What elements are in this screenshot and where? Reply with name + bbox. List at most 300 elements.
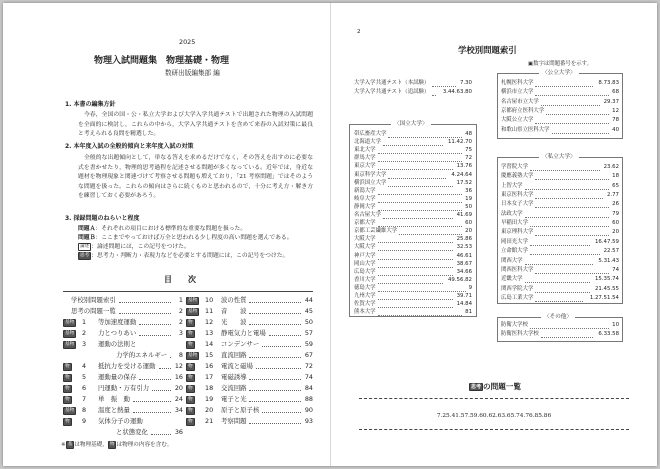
toc-right-entry: [186, 405, 313, 416]
school-name[interactable]: 九州大学: [354, 293, 376, 299]
toc-title: 目 次: [164, 274, 196, 284]
problem-numbers: 38.67: [456, 260, 472, 267]
index-leader: [530, 328, 609, 329]
toc-right-entry: [186, 339, 313, 350]
private-title: 〈私立大学〉: [539, 153, 579, 161]
toc-leader: [139, 379, 171, 380]
school-name[interactable]: 東北大学: [354, 147, 376, 154]
problem-numbers: 74: [612, 266, 619, 273]
index-entry: [501, 210, 619, 219]
toc-page-number: 12: [174, 362, 183, 370]
index-leader: [525, 282, 590, 283]
school-name[interactable]: 熊本大学: [354, 309, 376, 316]
school-name[interactable]: 早稲田大学: [501, 220, 528, 227]
toc-right-entry: [186, 306, 313, 317]
publisher-credit: 数研出版編集部 編: [165, 69, 220, 77]
problem-numbers: 39.71: [456, 293, 472, 299]
toc-chapter-name[interactable]: 交流回路: [221, 384, 247, 392]
school-name[interactable]: 京都工芸繊維大学: [354, 228, 398, 235]
school-name[interactable]: 東京大学: [354, 163, 376, 170]
toc-level-badge: 物: [188, 408, 193, 413]
toc-right-entry: [186, 317, 313, 328]
toc-chapter-name[interactable]: 電流と磁場: [221, 362, 253, 370]
toc-level-badge: 物: [188, 320, 193, 325]
toc-leader: [249, 423, 301, 424]
level-a-text: ：それぞれの項目における標準的な重要な問題を扱った。: [95, 226, 247, 232]
toc-chapter-name[interactable]: 単 振 動: [98, 395, 130, 403]
toc-page-number: 16: [174, 373, 183, 381]
school-name[interactable]: 横浜市立大学: [501, 89, 534, 96]
toc-page-number: 1: [178, 296, 183, 304]
problem-numbers: 23.62: [603, 164, 619, 170]
toc-number: 14: [205, 340, 214, 348]
problem-numbers: 40: [612, 126, 619, 133]
school-name[interactable]: 京都大学: [354, 220, 376, 227]
toc-leader: [269, 335, 302, 336]
toc-left-entry: [63, 383, 183, 394]
section-2-heading: 2. 本年度入試の全般的傾向と来年度入試の対策: [65, 143, 194, 150]
toc-number: 8: [82, 406, 87, 414]
problem-numbers: 75: [465, 147, 472, 154]
toc-number: 11: [205, 307, 214, 315]
index-entry: [501, 172, 619, 181]
index-leader: [530, 170, 600, 171]
school-name[interactable]: 京都府立医科大学: [501, 108, 545, 115]
toc-left-entry: [63, 427, 183, 438]
toc-chapter-name[interactable]: コンデンサー: [221, 340, 260, 348]
toc-number: 4: [82, 362, 87, 370]
index-leader: [541, 337, 593, 338]
problem-numbers: 20: [465, 228, 472, 235]
school-name[interactable]: 広島工業大学: [501, 294, 534, 301]
toc-chapter-name[interactable]: 静電気力と電場: [221, 329, 266, 337]
index-leader: [525, 217, 610, 218]
index-entry: [501, 200, 619, 209]
problem-numbers: 68: [612, 89, 619, 96]
problem-numbers: 15.35.74: [594, 276, 619, 283]
national-title: 〈国立大学〉: [391, 120, 431, 128]
index-leader: [535, 292, 589, 293]
school-name[interactable]: 大阪大学: [354, 244, 376, 251]
section-2-body: 全般的な出題傾向として，単なる答えを求めるだけでなく，その答えを出すのに必要な式を書かせたり，物理的思考過程を記述させる問題が多くなっている。近年では，身近な題材を物理現象と関連づけて考察させる問題も増えており，「21 考察問題」ではそのような問題を扱った。これらの傾向はさらに続くものと思われるので，十分に考え方・解き方を練習しておく必要があろう。: [78, 155, 313, 200]
index-leader: [546, 114, 609, 115]
level-b-text: ：ここまでやっておけば万全と思われる少し程度の高い問題を選んである。: [95, 235, 293, 241]
school-name[interactable]: 静岡大学: [354, 203, 376, 210]
school-name[interactable]: 佐賀大学: [354, 301, 376, 308]
toc-number: 20: [205, 406, 214, 414]
toc-left-entry: [63, 306, 183, 317]
school-name[interactable]: 上智大学: [501, 182, 523, 189]
toc-level-badge: 物: [65, 364, 70, 369]
edition-year: 2025: [179, 38, 196, 46]
toc-number: 2: [82, 329, 87, 337]
school-name[interactable]: 大学入学共通テスト（追試験）: [354, 89, 430, 96]
index-leader: [432, 86, 456, 87]
index-entry: [501, 182, 619, 191]
dashed-rule-bottom: [359, 429, 629, 430]
problem-numbers: 10: [612, 322, 619, 328]
toc-page-number: 84: [304, 384, 313, 392]
toc-page-number: 45: [304, 307, 313, 315]
thinking-problem-list: 7.25.41.57.59.60.62.63.65.74.76.85.86: [436, 413, 552, 419]
level-a-line: [78, 225, 246, 233]
toc-number: 16: [205, 362, 214, 370]
problem-numbers: 1.27.51.54: [589, 294, 619, 301]
toc-leader: [256, 368, 302, 369]
school-name[interactable]: 大阪公立大学: [501, 117, 534, 124]
footnote-end: は物理の内容を含む。: [116, 442, 173, 448]
problem-numbers: 5.31.43: [598, 257, 619, 264]
school-name[interactable]: 帯広畜産大学: [354, 131, 387, 137]
school-name[interactable]: 日本女子大学: [501, 201, 534, 208]
index-entry: [501, 88, 619, 97]
school-name[interactable]: 関西医科大学: [501, 266, 534, 273]
index-leader: [535, 86, 593, 87]
toc-chapter-name[interactable]: 円運動・万有引力: [98, 384, 150, 392]
index-entry: [501, 330, 619, 339]
level-a-label: 問題Ａ: [78, 226, 96, 232]
index-entry: [501, 285, 619, 294]
toc-number: 12: [205, 318, 214, 326]
footnote-mid: は物理基礎，: [74, 442, 108, 448]
index-leader: [552, 133, 610, 134]
school-name[interactable]: 広島大学: [354, 268, 376, 275]
index-entry: [501, 219, 619, 228]
thinking-heading: [469, 382, 521, 392]
toc-level-badge: 物: [65, 375, 70, 380]
essay-badge: 論述: [80, 244, 90, 249]
toc-chapter-name[interactable]: 電子と光: [221, 395, 247, 403]
thinking-mark-line: [78, 252, 288, 260]
toc-chapter-name[interactable]: 光 波: [221, 318, 247, 326]
toc-number: 9: [82, 417, 87, 425]
problem-numbers: 78: [612, 117, 619, 124]
index-entry: [501, 247, 619, 256]
toc-chapter-name[interactable]: 音 波: [221, 307, 247, 315]
toc-chapter-name[interactable]: 等加速度運動: [98, 318, 137, 326]
toc-chapter-name[interactable]: 直流回路: [221, 351, 247, 359]
problem-numbers: 11.42.70: [447, 139, 472, 146]
dashed-rule-top: [359, 398, 629, 399]
toc-page-number: 24: [174, 395, 183, 403]
toc-level-badge: 基物: [65, 408, 75, 413]
toc-chapter-name[interactable]: 波の性質: [221, 296, 247, 304]
toc-page-number: 74: [304, 373, 313, 381]
toc-number: 17: [205, 373, 214, 381]
toc-leader: [262, 412, 301, 413]
toc-number: 19: [205, 395, 214, 403]
toc-leader: [249, 390, 301, 391]
problem-numbers: 81: [465, 309, 472, 316]
section-1-body: 今春，全国の国・公・私立大学および大学入学共通テストで出題された物理の入試問題を全面的に検討し，これらの中から，大学入学共通テストを含めて来春の入試対策に最良と考えられる良問を精選した。: [78, 112, 313, 138]
thinking-heading-badge: 思考: [471, 384, 482, 390]
school-name[interactable]: 新潟大学: [354, 187, 376, 194]
index-leader: [535, 123, 609, 124]
toc-chapter-name[interactable]: 電磁誘導: [221, 373, 247, 381]
thinking-heading-text: の問題一覧: [483, 382, 521, 391]
problem-numbers: 21.45.55: [594, 285, 619, 292]
problem-numbers: 29.37: [603, 98, 619, 105]
problem-numbers: 18: [612, 173, 619, 180]
school-name[interactable]: 防衛医科大学校: [501, 331, 539, 338]
toc-chapter-name[interactable]: 運動の法則と: [98, 340, 137, 348]
index-entry: [501, 266, 619, 275]
toc-leader: [249, 401, 301, 402]
toc-chapter-name[interactable]: 学校別問題索引: [71, 296, 116, 304]
index-entry: [501, 321, 619, 330]
toc-left-entry: [63, 372, 183, 383]
toc-page-number: 72: [304, 362, 313, 370]
problem-numbers: 7.30: [459, 80, 472, 86]
index-leader: [530, 245, 590, 246]
school-name[interactable]: 札幌医科大学: [501, 80, 534, 86]
problem-numbers: 8.73.83: [598, 80, 619, 86]
toc-leader: [159, 368, 172, 369]
school-name[interactable]: 東京理科大学: [501, 229, 534, 236]
index-leader: [535, 207, 609, 208]
school-name[interactable]: 慶應義塾大学: [501, 173, 534, 180]
index-entry: [501, 79, 619, 88]
toc-number: 21: [205, 417, 214, 425]
school-name[interactable]: 立命館大学: [501, 248, 528, 255]
toc-page-number: 34: [174, 406, 183, 414]
toc-number: 13: [205, 329, 214, 337]
toc-chapter-name[interactable]: 抵抗力を受ける運動: [98, 362, 156, 370]
school-name[interactable]: 横浜国立大学: [354, 179, 387, 186]
toc-leader: [152, 390, 171, 391]
toc-leader: [170, 357, 171, 358]
problem-numbers: 2.77: [606, 192, 619, 199]
problem-numbers: 6.33.58: [598, 331, 619, 338]
footnote-mark: ※: [61, 442, 66, 448]
toc-chapter-name[interactable]: 原子と原子核: [221, 406, 260, 414]
school-name[interactable]: 香川大学: [354, 276, 376, 283]
problem-numbers: 4.24.64: [451, 171, 472, 178]
toc-page-number: 3: [178, 329, 183, 337]
footnote-badge-physics: 物: [109, 442, 115, 447]
toc-page-number: 8: [178, 351, 183, 359]
school-name[interactable]: 岡田光大学: [501, 238, 528, 245]
toc-leader: [139, 324, 171, 325]
problem-numbers: 14.84: [456, 301, 472, 308]
toc-left-entry: [63, 405, 183, 416]
index-entry: [354, 308, 472, 317]
toc-chapter-name[interactable]: 力学的エネルギー: [116, 351, 168, 359]
index-leader: [530, 226, 609, 227]
index-leader: [535, 95, 609, 96]
toc-level-badge: 物: [188, 386, 193, 391]
school-name[interactable]: 岐阜大学: [354, 195, 376, 202]
index-leader: [530, 254, 600, 255]
other-title: 〈その他〉: [541, 313, 575, 321]
toc-left-entry: [63, 339, 183, 350]
problem-numbers: 48: [465, 131, 472, 137]
toc-leader: [249, 302, 301, 303]
toc-left-entry: [63, 416, 183, 427]
toc-leader: [133, 401, 172, 402]
toc-number: 10: [205, 296, 214, 304]
toc-level-badge: 基物: [65, 331, 75, 336]
left-page: [3, 3, 330, 466]
toc-left-entry: [63, 394, 183, 405]
problem-numbers: 60: [465, 220, 472, 227]
toc-leader: [151, 434, 172, 435]
index-entry: [501, 257, 619, 266]
toc-chapter-name[interactable]: 運動量の保存: [98, 373, 137, 381]
toc-chapter-name[interactable]: 思考の問題一覧: [71, 307, 116, 315]
right-page: [331, 3, 657, 466]
problem-numbers: 50: [465, 203, 472, 210]
problem-numbers: 12: [612, 108, 619, 115]
toc-level-badge: 物: [188, 419, 193, 424]
problem-numbers: 34.66: [456, 268, 472, 275]
level-b-line: [78, 234, 293, 242]
problem-numbers: 46.61: [456, 252, 472, 259]
public-title: 〈公立大学〉: [539, 69, 579, 77]
toc-page-number: 67: [304, 351, 313, 359]
problem-numbers: 17.52: [456, 179, 472, 186]
thinking-badge: 思考: [80, 253, 90, 258]
index-title: 学校別問題索引: [458, 45, 517, 55]
school-name[interactable]: 名古屋大学: [354, 212, 381, 218]
toc-page-number: 93: [304, 417, 313, 425]
problem-numbers: 3.44.63.80: [442, 89, 472, 96]
toc-leader: [119, 313, 172, 314]
school-name[interactable]: 法政大学: [501, 210, 523, 217]
toc-level-badge: 基物: [188, 353, 198, 358]
school-name[interactable]: 岡山大学: [354, 260, 376, 267]
toc-level-badge: 物: [188, 331, 193, 336]
essay-mark-line: [78, 243, 190, 251]
toc-chapter-name[interactable]: 温度と熱量: [98, 406, 130, 414]
school-name[interactable]: 大阪大学: [354, 236, 376, 243]
school-name[interactable]: 徳島大学: [354, 284, 376, 291]
toc-right-entry: [186, 361, 313, 372]
toc-page-number: 2: [178, 318, 183, 326]
problem-numbers: 19: [465, 195, 472, 202]
toc-page-number: 57: [304, 329, 313, 337]
toc-leader: [249, 379, 301, 380]
toc-level-badge: 基物: [188, 309, 198, 314]
toc-rule: [63, 291, 313, 292]
toc-left-entry: [63, 295, 183, 306]
school-name[interactable]: 北海道大学: [354, 139, 381, 146]
toc-chapter-name[interactable]: 力とつりあい: [98, 329, 137, 337]
index-leader: [535, 301, 583, 302]
toc-level-badge: 物: [188, 342, 193, 347]
problem-numbers: 22.57: [603, 248, 619, 255]
school-name[interactable]: 関西大学: [501, 257, 523, 264]
problem-numbers: 20: [612, 229, 619, 236]
index-entry: [354, 79, 472, 88]
index-leader: [525, 189, 610, 190]
toc-leader: [249, 357, 301, 358]
index-entry: [501, 116, 619, 125]
school-name[interactable]: 名古屋市立大学: [501, 98, 539, 105]
toc-chapter-name[interactable]: 考察問題: [221, 417, 247, 425]
toc-right-entry: [186, 350, 313, 361]
problem-numbers: 60: [612, 220, 619, 227]
toc-level-badge: 物: [65, 386, 70, 391]
book-title: 物理入試問題集 物理基礎・物理: [94, 56, 230, 66]
problem-numbers: 9: [468, 284, 472, 291]
toc-level-badge: 基物: [65, 342, 75, 347]
toc-leader: [249, 313, 301, 314]
toc-left-entry: [63, 328, 183, 339]
school-name[interactable]: 東京医科大学: [501, 192, 534, 199]
toc-level-badge: 物: [65, 419, 70, 424]
index-entry: [501, 126, 619, 135]
index-entry: [501, 238, 619, 247]
toc-number: 7: [82, 395, 87, 403]
index-leader: [535, 198, 602, 199]
index-leader: [525, 264, 593, 265]
toc-page-number: 59: [304, 340, 313, 348]
school-name[interactable]: 大学入学共通テスト（本試験）: [354, 80, 430, 86]
toc-page-number: 44: [304, 296, 313, 304]
toc-right-entry: [186, 328, 313, 339]
toc-left-entry: [63, 350, 183, 361]
toc-right-entry: [186, 295, 313, 306]
toc-number: 18: [205, 384, 214, 392]
toc-leader: [249, 324, 301, 325]
index-note: ▣数字は問題番号を示す。: [528, 61, 592, 67]
index-entry: [501, 107, 619, 116]
problem-numbers: 41.69: [456, 212, 472, 218]
toc-number: 1: [82, 318, 87, 326]
problem-numbers: 79: [612, 210, 619, 217]
index-leader: [541, 105, 600, 106]
school-name[interactable]: 防衛大学校: [501, 322, 528, 328]
school-name[interactable]: 学習院大学: [501, 164, 528, 170]
section-1-heading: 1. 本書の編集方針: [65, 101, 116, 108]
toc-page-number: 36: [174, 428, 183, 436]
index-entry: [501, 294, 619, 303]
problem-numbers: 26: [612, 201, 619, 208]
index-entry: [501, 98, 619, 107]
school-name[interactable]: 関西学院大学: [501, 285, 534, 292]
toc-level-badge: 基物: [65, 320, 75, 325]
toc-level-badge: 物: [188, 397, 193, 402]
essay-text: ：論述問題には，この記号をつけた。: [91, 244, 190, 250]
toc-chapter-name[interactable]: と状態変化: [116, 428, 148, 436]
index-entry: [501, 191, 619, 200]
index-leader: [432, 95, 436, 96]
index-leader: [535, 273, 609, 274]
school-name[interactable]: 神戸大学: [354, 252, 376, 259]
toc-number: 5: [82, 373, 87, 381]
toc-level-badge: 基物: [188, 298, 198, 303]
school-name[interactable]: 群馬大学: [354, 155, 376, 162]
school-name[interactable]: 和歌山県立医科大学: [501, 126, 550, 133]
problem-numbers: 13.76: [456, 163, 472, 170]
toc-chapter-name[interactable]: 気体分子の運動: [98, 417, 143, 425]
toc-footnote: [61, 441, 172, 449]
book-spread: [3, 3, 657, 466]
toc-page-number: 88: [304, 395, 313, 403]
problem-numbers: 49.56.82: [447, 276, 472, 283]
toc-left-entry: [63, 361, 183, 372]
problem-numbers: 32.53: [456, 244, 472, 251]
school-name[interactable]: 近畿大学: [501, 276, 523, 283]
toc-leader: [139, 335, 171, 336]
index-leader: [535, 235, 609, 236]
school-name[interactable]: 東京科学大学: [354, 171, 387, 178]
toc-number: 3: [82, 340, 87, 348]
page-number: 2: [357, 29, 361, 35]
level-b-label: 問題Ｂ: [78, 235, 96, 241]
toc-number: 6: [82, 384, 87, 392]
